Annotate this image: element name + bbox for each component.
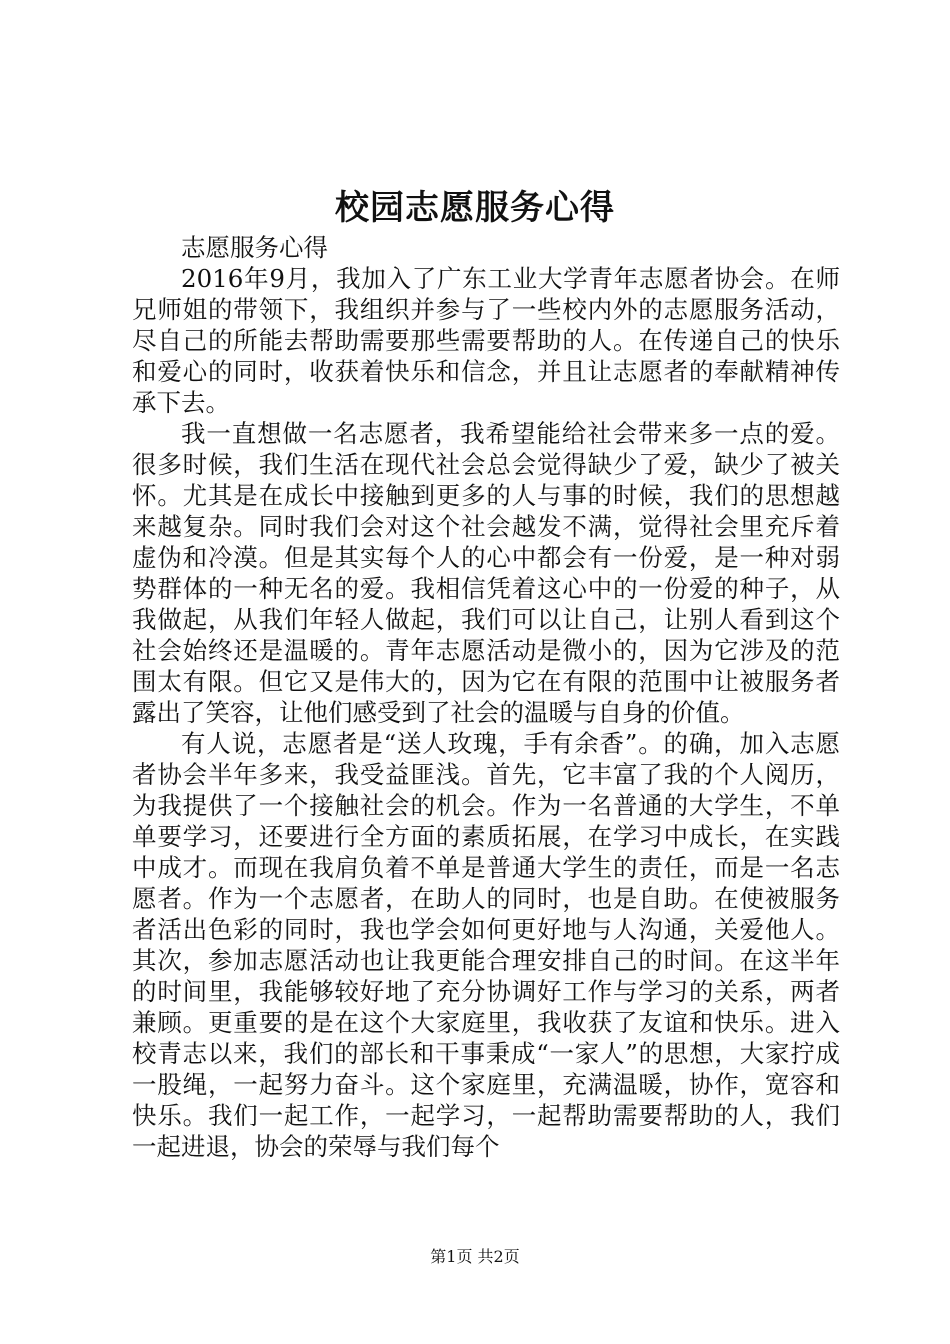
page-footer: 第1页 共2页 xyxy=(430,1247,520,1266)
paragraph-2: 我一直想做一名志愿者，我希望能给社会带来多一点的爱。很多时候，我们生活在现代社会总会觉得缺少了爱，缺少了被关怀。尤其是在成长中接触到更多的人与事的时候，我们的思想越来越复杂。同时我们会对这个社会越发不满，觉得社会里充斥着虚伪和冷漠。但是其实每个人的心中都会有一份爱，是一种对弱势群体的一种无名的爱。我相信凭着这心中的一份爱的种子，从我做起，从我们年轻人做起，我们可以让自己，让别人看到这个社会始终还是温暖的。青年志愿活动是微小的，因为它涉及的范围太有限。但它又是伟大的，因为它在有限的范围中让被服务者露出了笑容，让他们感受到了社会的温暖与自身的价值。 xyxy=(132,419,840,727)
paragraph-subtitle: 志愿服务心得 xyxy=(181,233,328,262)
paragraph-1: 2016年9月，我加入了广东工业大学青年志愿者协会。在师兄师姐的带领下，我组织并参与了一些校内外的志愿服务活动，尽自己的所能去帮助需要那些需要帮助的人。在传递自己的快乐和爱心的同时，收获着快乐和信念，并且让志愿者的奉献精神传承下去。 xyxy=(132,264,840,417)
document-body xyxy=(132,232,840,1162)
document-title: 校园志愿服务心得 xyxy=(335,188,615,228)
paragraph-3: 有人说，志愿者是“送人玫瑰，手有余香”。的确，加入志愿者协会半年多来，我受益匪浅。首先，它丰富了我的个人阅历，为我提供了一个接触社会的机会。作为一名普通的大学生，不单单要学习，还要进行全方面的素质拓展，在学习中成长，在实践中成才。而现在我肩负着不单是普通大学生的责任，而是一名志愿者。作为一个志愿者，在助人的同时，也是自助。在使被服务者活出色彩的同时，我也学会如何更好地与人沟通，关爱他人。其次，参加志愿活动也让我更能合理安排自己的时间。在这半年的时间里，我能够较好地了充分协调好工作与学习的关系，两者兼顾。更重要的是在这个大家庭里，我收获了友谊和快乐。进入校青志以来，我们的部长和干事秉成“一家人”的思想，大家拧成一股绳，一起努力奋斗。这个家庭里，充满温暖，协作，宽容和快乐。我们一起工作，一起学习，一起帮助需要帮助的人，我们一起进退，协会的荣辱与我们每个 xyxy=(132,729,840,1161)
